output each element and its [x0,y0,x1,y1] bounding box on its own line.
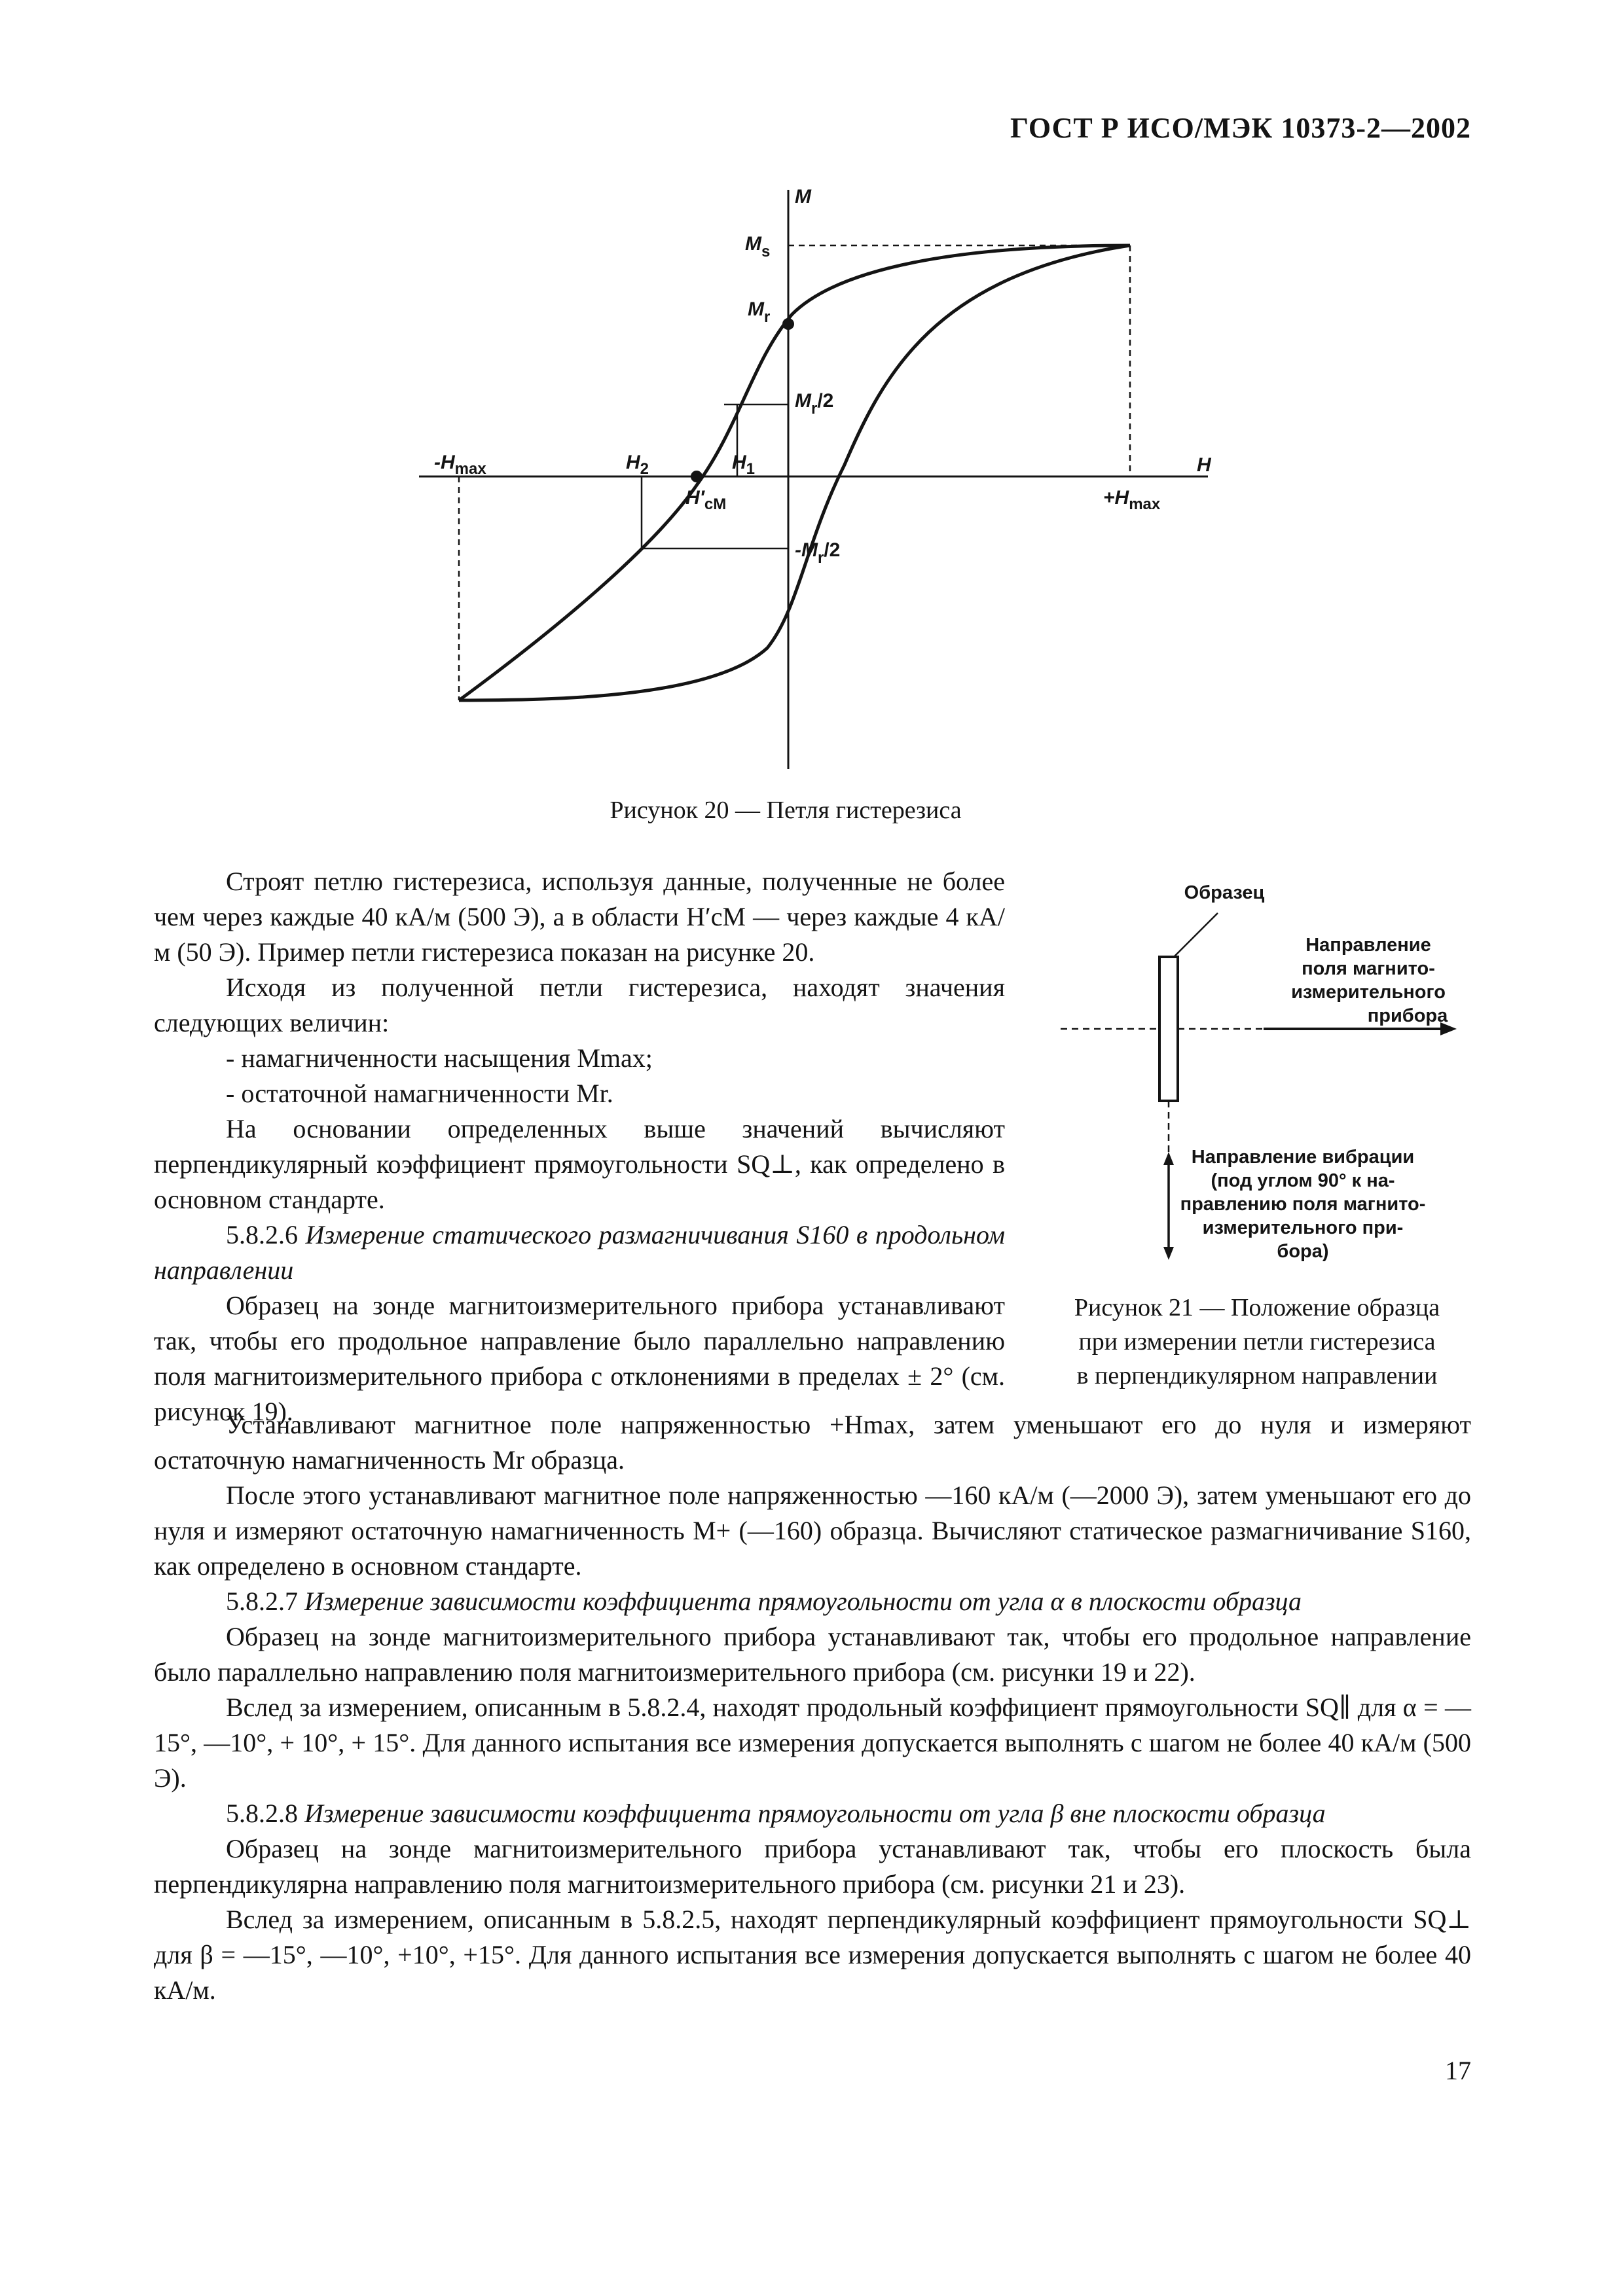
hcm-label: $H'_{cM}$ [685,487,727,513]
figure-21-caption: Рисунок 21 — Положение образца при измерении петли гистерезиса в перпендикулярном направлении [1074,1294,1440,1390]
paragraph: Устанавливают магнитное поле напряженностью +Hmax, затем уменьшают его до нуля и измеряют остаточную намагниченность Mr образца. [154,1410,1471,1475]
h1-label: $H_1$ [732,452,756,478]
paragraph: Образец на зонде магнитоизмерительного прибора устанавливают так, чтобы его продольное направление было параллельно направлению поля магнитоизмерительного прибора (см. рисунки 19 и 22). [154,1622,1471,1687]
list-item: - остаточной намагниченности Mr. [226,1079,613,1108]
section-heading [154,1584,1471,1619]
left-column-text [154,864,1005,1429]
hysteresis-loop-figure [367,177,1270,785]
figure-20-caption: Рисунок 20 — Петля гистерезиса [610,797,962,824]
paragraph: Образец на зонде магнитоизмерительного прибора устанавливают так, чтобы его плоскость была перпендикулярна направлению поля магнитоизмерительного прибора (см. рисунки 21 и 23). [154,1834,1471,1899]
section-number: 5.8.2.6 [226,1220,298,1249]
paragraph: Исходя из полученной петли гистерезиса, находят значения следующих величин: [154,973,1005,1037]
neg-hmax-label: $-H_{max}$ [434,452,486,478]
paragraph: Образец на зонде магнитоизмерительного прибора устанавливают так, чтобы его продольное направление было параллельно направлению поля магнитоизмерительного прибора с отклонениями в пределах ± 2° (см. рисунок 19). [154,1291,1005,1426]
descending-branch [459,245,1130,700]
mr-label: $M_r$ [748,298,771,326]
paragraph: На основании определенных выше значений вычисляют перпендикулярный коэффициент прямоугольности SQ⊥, как определено в основном стандарте. [154,1114,1005,1214]
hcm-point [691,471,702,482]
mr-half-label: $M_r/2$ [795,390,834,418]
full-width-text [154,1407,1471,2008]
paragraph: Вслед за измерением, описанным в 5.8.2.5, находят перпендикулярный коэффициент прямоугольности SQ⊥ для β = —15°, —10°, +10°, +15°. Для данного испытания все измерения допускается выполнять с шагом не более 40 кА/м. [154,1905,1471,2005]
sample-rect [1159,957,1178,1101]
paragraph: Вслед за измерением, описанным в 5.8.2.4, находят продольный коэффициент прямоугольности SQ∥ для α = —15°, —10°, + 10°, + 15°. Для данного испытания все измерения допускается выполнять с шагом не более 40 кА/м (500 Э). [154,1693,1471,1793]
h2-label: $H_2$ [626,452,649,478]
section-title: Измерение зависимости коэффициента прямоугольности от угла α в плоскости образца [304,1587,1302,1616]
document-header: ГОСТ Р ИСО/МЭК 10373-2—2002 [1010,112,1471,144]
mr-point [782,318,794,330]
section-title: Измерение статического размагничивания S160 в продольном направлении [154,1220,1006,1285]
neg-mr-half-label: $-M_r/2$ [795,539,841,567]
section-number: 5.8.2.8 [226,1799,298,1828]
paragraph: Строят петлю гистерезиса, используя данные, полученные не более чем через каждые 40 кА/м (500 Э), а в области H′cM — через каждые 4 кА/м (50 Э). Пример петли гистерезиса показан на рисунке 20. [154,867,1005,967]
ms-label: $M_s$ [745,233,771,260]
pos-hmax-label: $+H_{max}$ [1103,487,1161,513]
sample-label: Образец [1184,882,1265,903]
section-title: Измерение зависимости коэффициента прямоугольности от угла β вне плоскости образца [304,1799,1326,1828]
m-axis-label: M [795,186,811,207]
section-heading [154,1796,1471,1831]
vibration-direction-label: Направление вибрации (под углом 90° к на- правлению поля магнито- измерительного при- бора) [1180,1147,1426,1262]
section-number: 5.8.2.7 [226,1587,298,1616]
list-item: - намагниченности насыщения Mmax; [226,1043,653,1073]
field-direction-label: Направление поля магнито- измерительного прибора [1291,935,1448,1026]
section-heading [154,1217,1005,1288]
page-number: 17 [1445,2056,1471,2085]
h-axis-label: H [1197,454,1211,476]
paragraph: После этого устанавливают магнитное поле напряженностью —160 кА/м (—2000 Э), затем уменьшают его до нуля и измеряют остаточную намагниченность M+ (—160) образца. Вычисляют статическое размагничивание S160, как определено в основном стандарте. [154,1480,1471,1581]
